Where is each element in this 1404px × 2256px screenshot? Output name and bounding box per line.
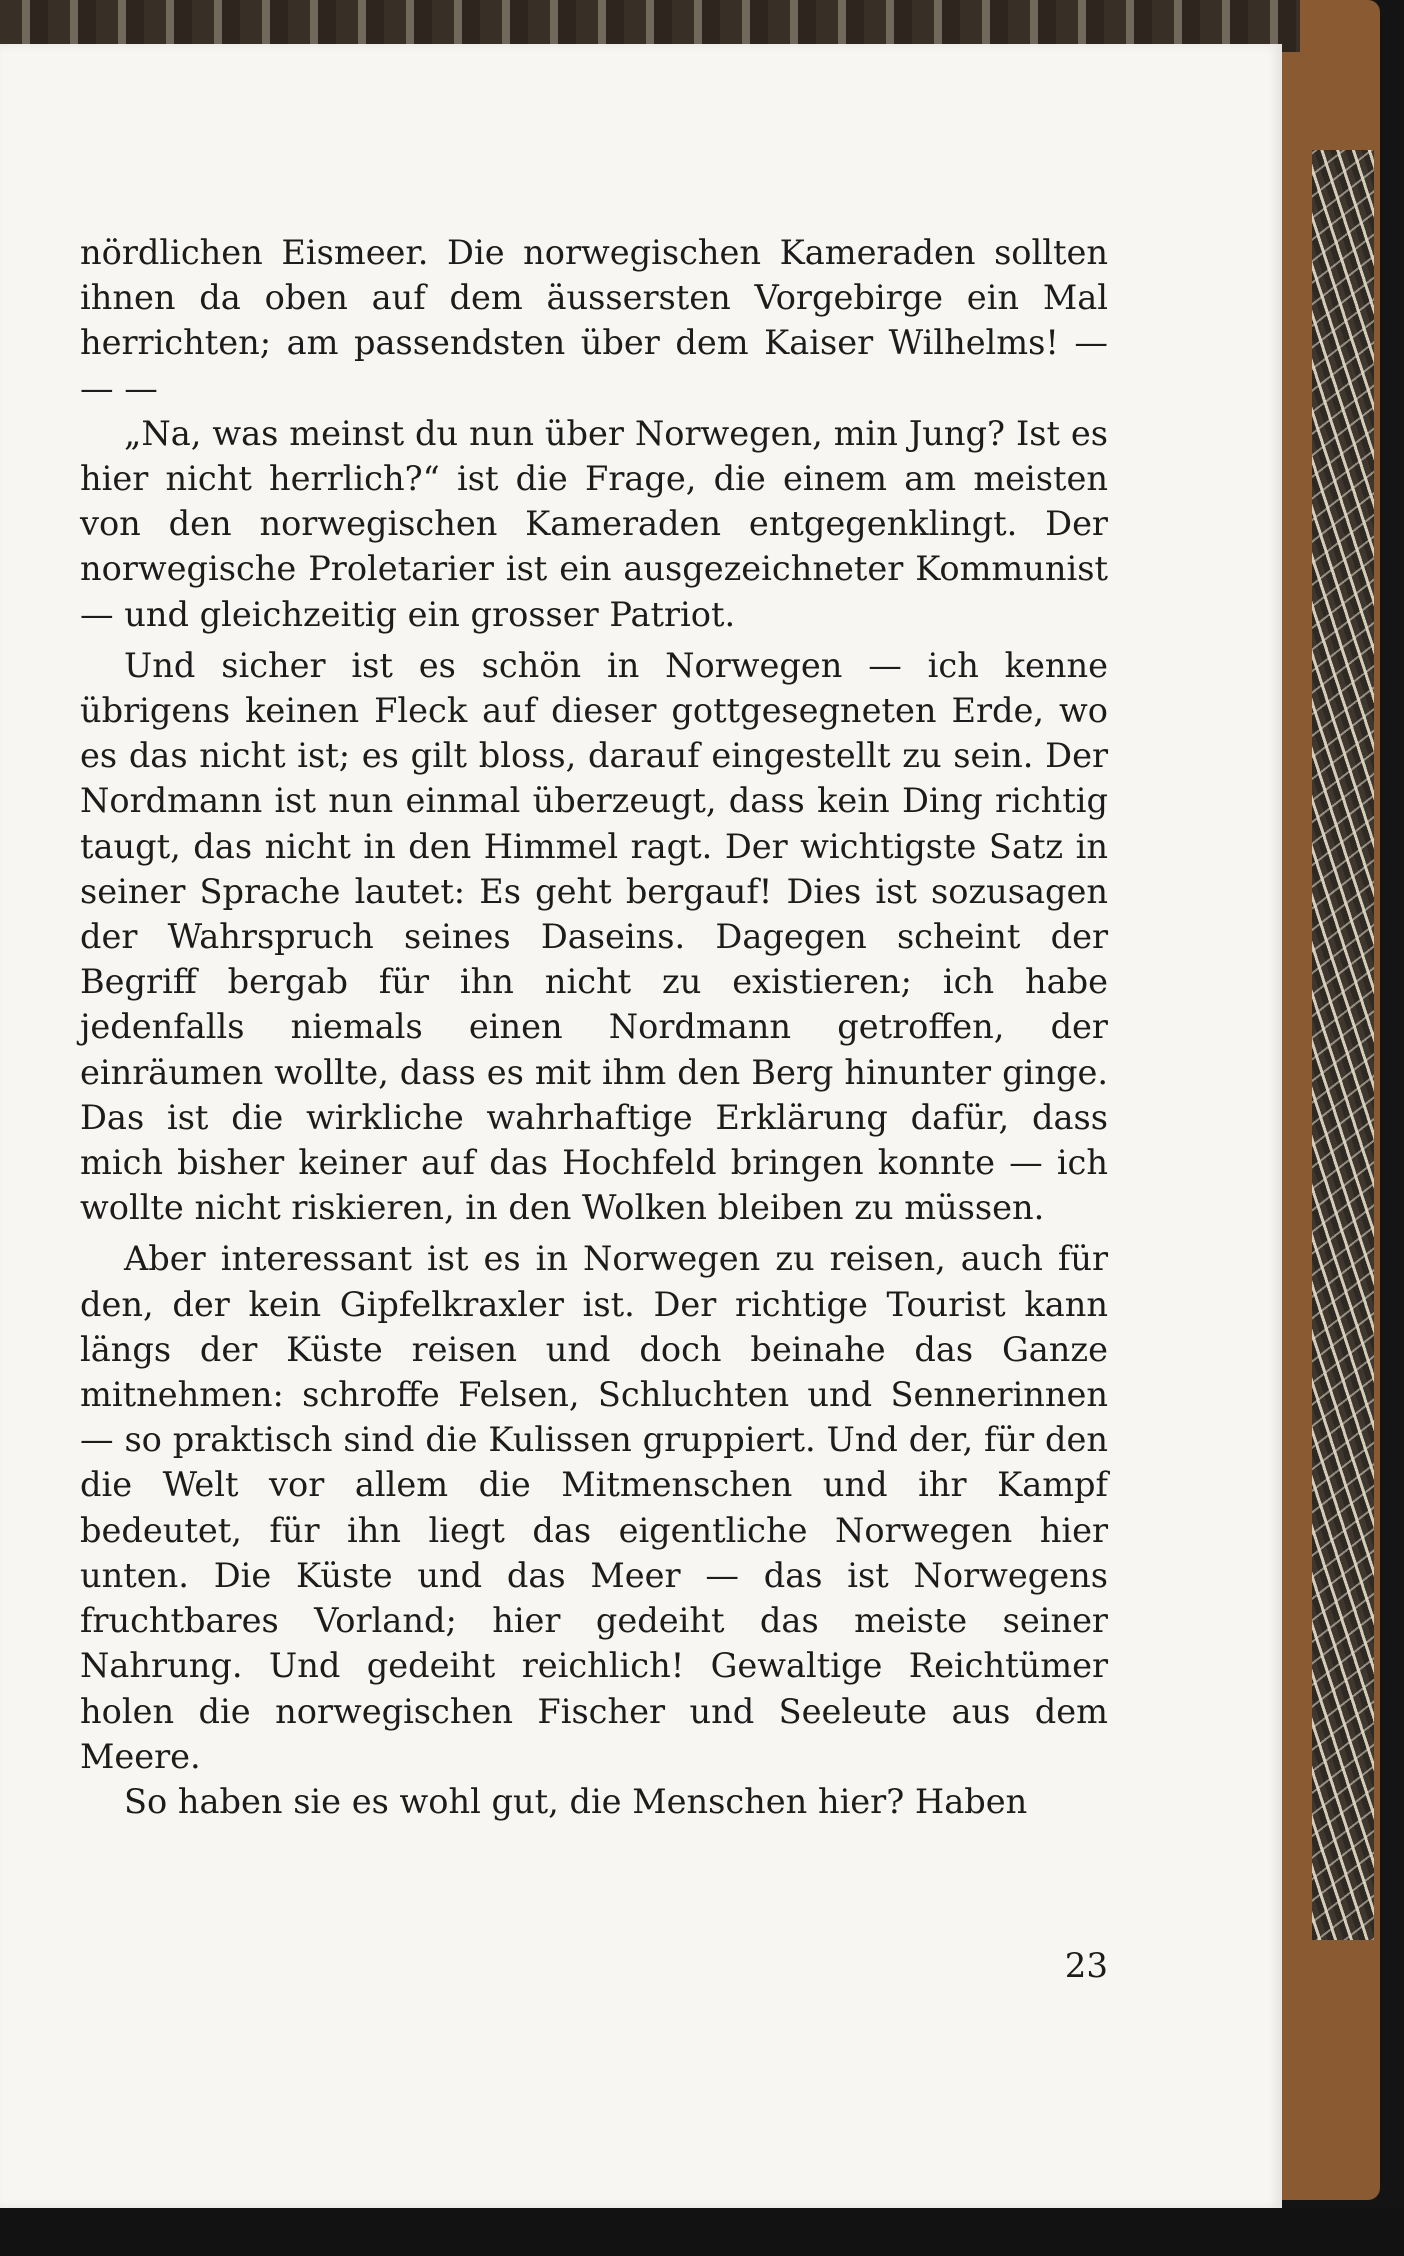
paragraph-4: Aber interessant ist es in Norwegen zu reisen, auch für den, der kein Gipfelkraxler ist. Der richtige Tourist kann längs der Küste reisen und doch beinahe das Ganze mitnehmen: schroffe Felsen, Schluchten und Sennerinnen — so praktisch sind die Kulissen gruppiert. Und der, für den die Welt vor allem die Mitmenschen und ihr Kampf bedeutet, für ihn liegt das eigentliche Norwegen hier unten. Die Küste und das Meer — das ist Norwegens fruchtbares Vorland; hier gedeiht das meiste seiner Nahrung. Und gedeiht reichlich! Gewaltige Reichtümer holen die norwegischen Fischer und Seeleute aus dem Meere. bbox=[80, 1239, 1108, 1776]
paragraph-5: So haben sie es wohl gut, die Menschen hier? Haben bbox=[124, 1781, 1028, 1821]
book-page bbox=[0, 44, 1282, 2208]
page-body-text bbox=[80, 230, 1108, 1824]
paragraph-1: nördlichen Eismeer. Die norwegischen Kameraden sollten ihnen da oben auf dem äussersten Vorgebirge ein Mal herrichten; am passendsten über dem Kaiser Wilhelms! — — — bbox=[80, 233, 1108, 408]
marbled-endpaper bbox=[1312, 150, 1374, 1940]
paragraph-2: „Na, was meinst du nun über Norwegen, min Jung? Ist es hier nicht herrlich?“ ist die Frage, die einem am meisten von den norwegischen Kameraden entgegenklingt. Der norwegische Proletarier ist ein ausgezeichneter Kommunist — und gleichzeitig ein grosser Patriot. bbox=[80, 413, 1108, 634]
background-surface bbox=[0, 2208, 1404, 2256]
page-number: 23 bbox=[1064, 1946, 1108, 1986]
paragraph-3: Und sicher ist es schön in Norwegen — ich kenne übrigens keinen Fleck auf dieser gottgesegneten Erde, wo es das nicht ist; es gilt bloss, darauf eingestellt zu sein. Der Nordmann ist nun einmal überzeugt, dass kein Ding richtig taugt, das nicht in den Himmel ragt. Der wichtigste Satz in seiner Sprache lautet: Es geht bergauf! Dies ist sozusagen der Wahrspruch seines Daseins. Dagegen scheint der Begriff bergab für ihn nicht zu existieren; ich habe jedenfalls niemals einen Nordmann getroffen, der einräumen wollte, dass es mit ihm den Berg hinunter ginge. Das ist die wirkliche wahrhaftige Erklärung dafür, dass mich bisher keiner auf das Hochfeld bringen konnte — ich wollte nicht riskieren, in den Wolken bleiben zu müssen. bbox=[80, 645, 1108, 1228]
